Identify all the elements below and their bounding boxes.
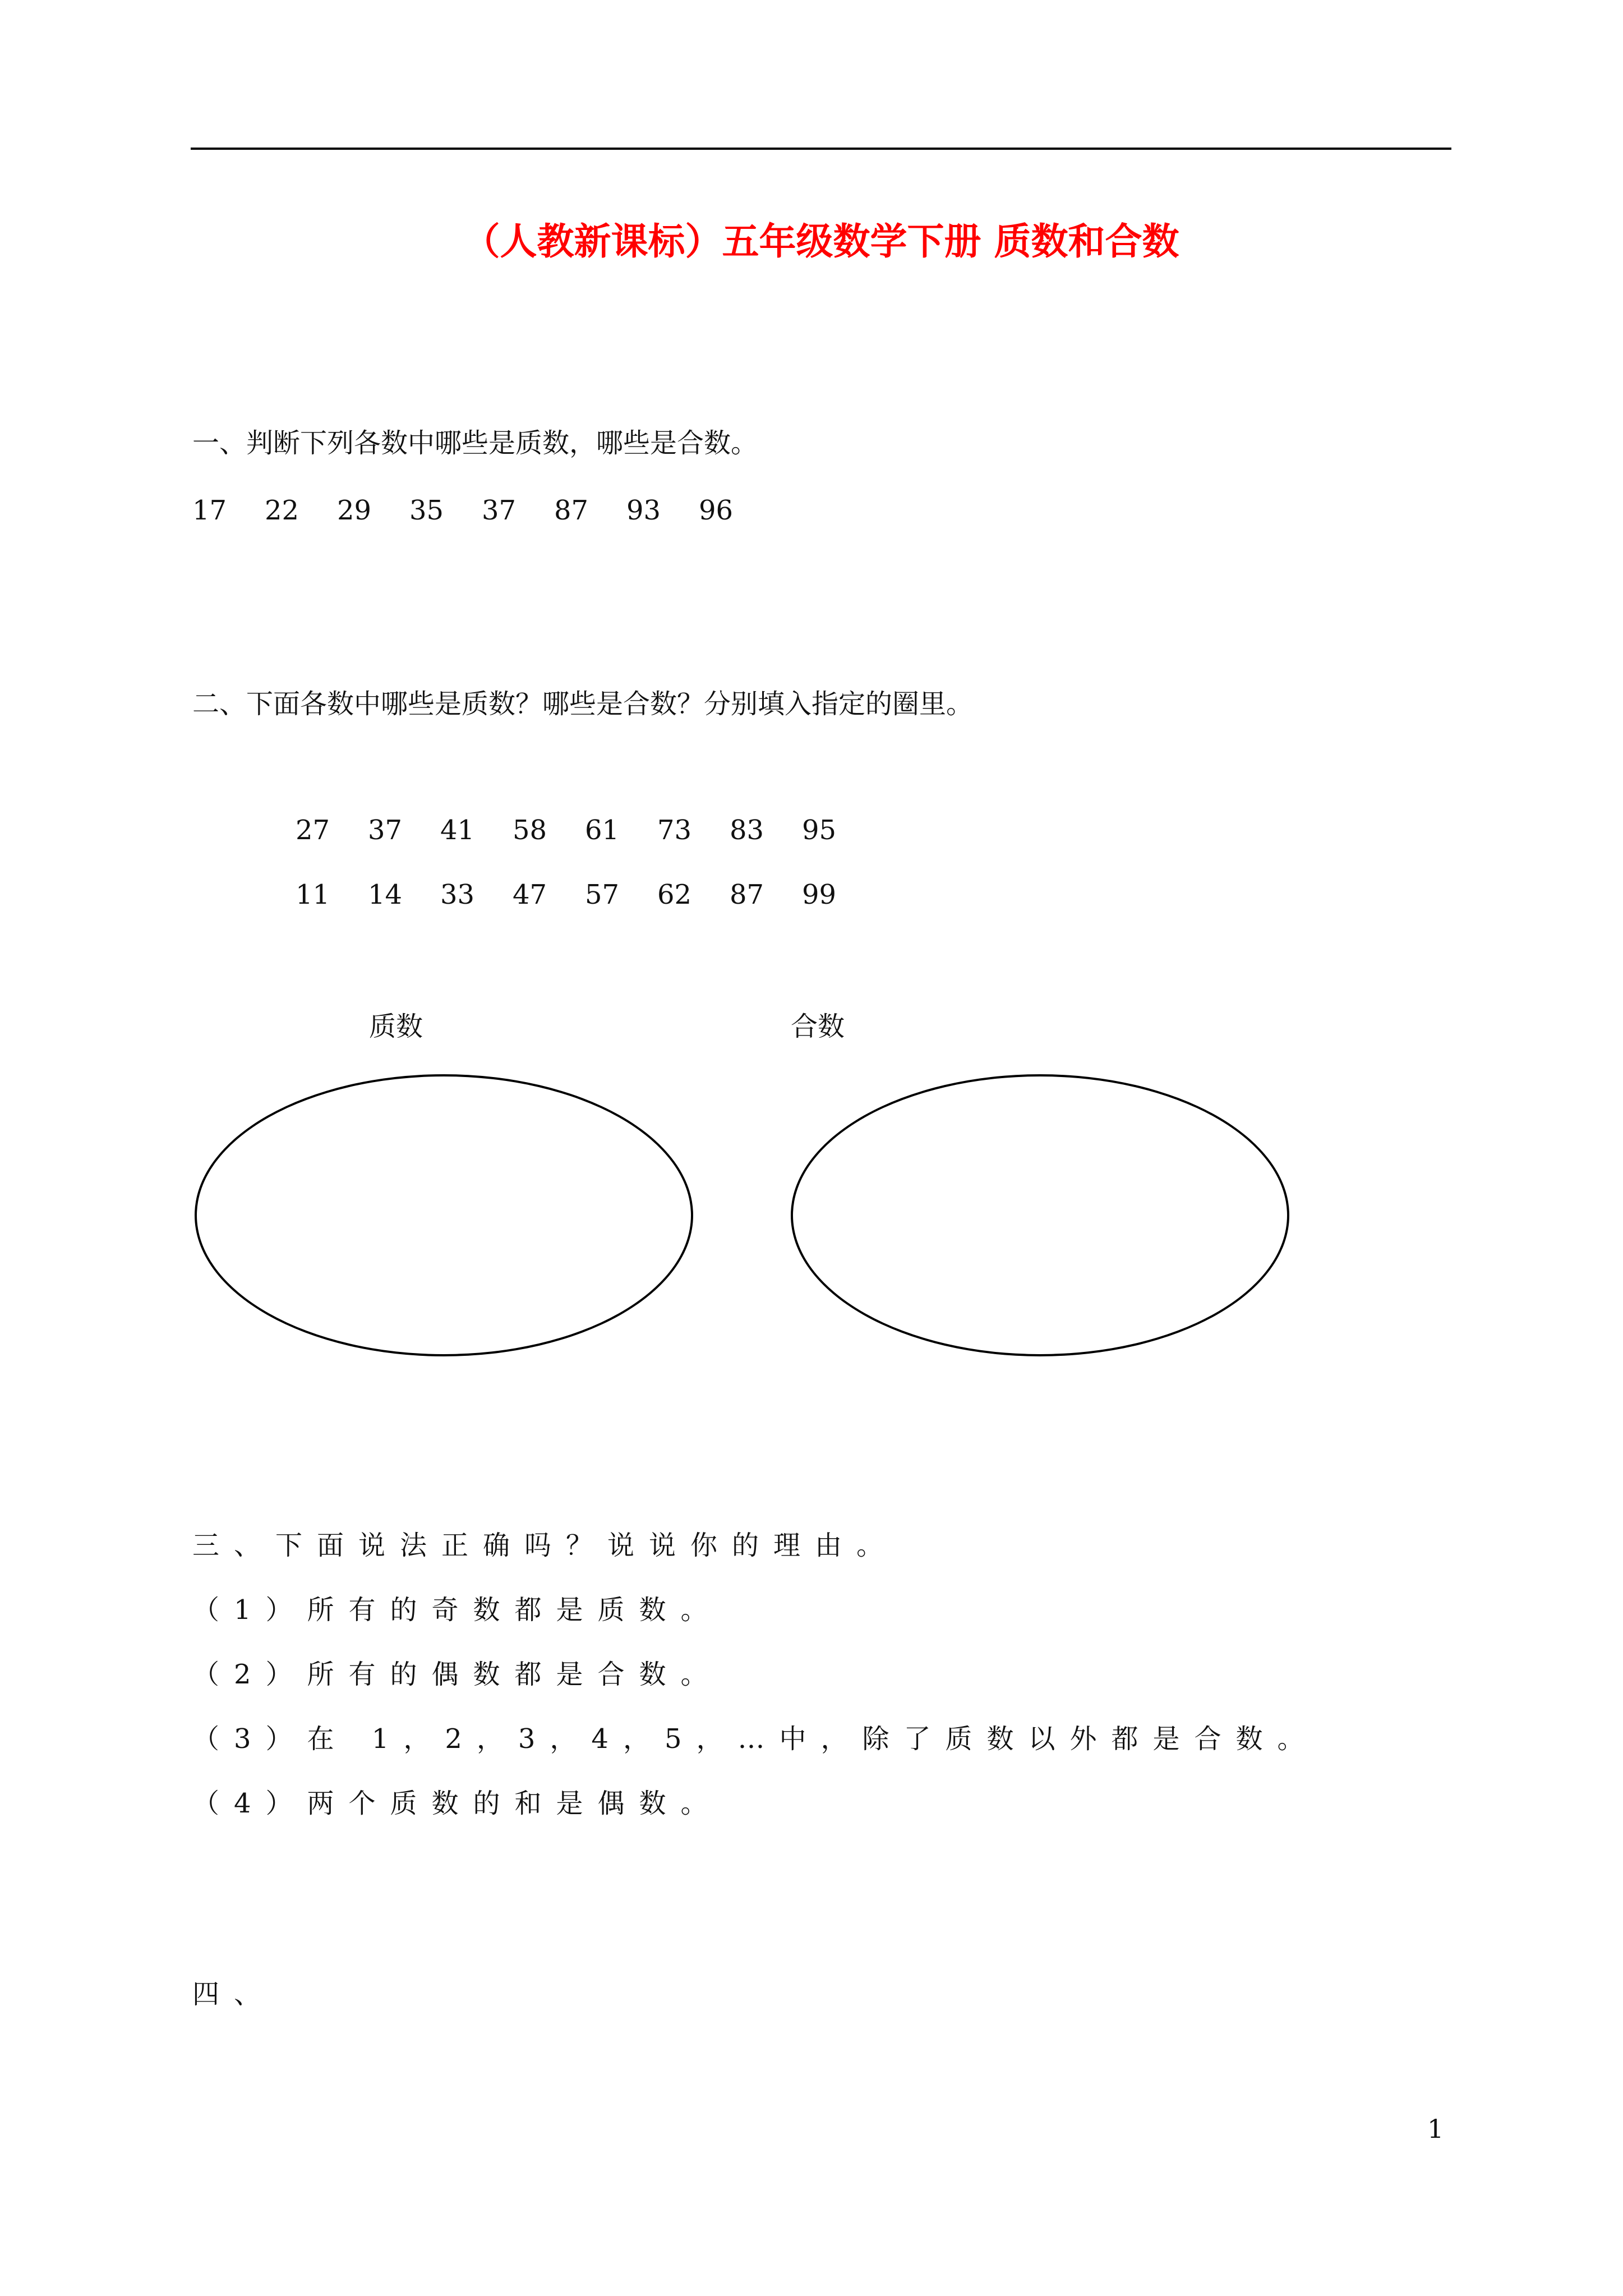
number-item: 73 — [657, 815, 692, 846]
composite-circle-label: 合数 — [791, 1011, 845, 1042]
number-item: 93 — [626, 495, 661, 526]
number-item: 57 — [585, 879, 620, 910]
number-item: 95 — [802, 815, 837, 846]
section2-numbers-row2 — [296, 875, 874, 914]
section3-heading: 三、下面说法正确吗？说说你的理由。 — [192, 1530, 898, 1561]
number-item: 62 — [657, 879, 692, 910]
section1-heading: 一、判断下列各数中哪些是质数，哪些是合数。 — [192, 427, 758, 459]
number-item: 27 — [296, 815, 330, 846]
number-item: 83 — [730, 815, 764, 846]
number-item: 14 — [368, 879, 403, 910]
section4-heading: 四、 — [192, 1978, 276, 2010]
number-item: 41 — [440, 815, 475, 846]
number-item: 11 — [296, 879, 330, 910]
number-item: 99 — [802, 879, 837, 910]
page-title: （人教新课标）五年级数学下册 质数和合数 — [463, 219, 1179, 263]
header-rule — [191, 148, 1451, 150]
prime-answer-ellipse[interactable] — [195, 1074, 693, 1356]
section2-heading: 二、下面各数中哪些是质数？哪些是合数？分别填入指定的圈里。 — [192, 688, 974, 720]
number-item: 37 — [482, 495, 517, 526]
section3-item-4: （4）两个质数的和是偶数。 — [192, 1788, 722, 1819]
number-item: 87 — [554, 495, 589, 526]
number-item: 58 — [513, 815, 547, 846]
prime-circle-label: 质数 — [369, 1011, 423, 1042]
number-item: 47 — [513, 879, 547, 910]
number-item: 17 — [192, 495, 227, 526]
number-item: 61 — [585, 815, 620, 846]
section3-item-3: （3）在 1，2，3，4，5，…中，除了质数以外都是合数。 — [192, 1723, 1319, 1755]
number-item: 37 — [368, 815, 403, 846]
section3-item-1: （1）所有的奇数都是质数。 — [192, 1594, 722, 1626]
number-item: 33 — [440, 879, 475, 910]
number-item: 22 — [265, 495, 299, 526]
section1-numbers — [192, 491, 771, 530]
page-number: 1 — [1427, 2114, 1444, 2144]
section2-numbers-row1 — [296, 811, 874, 850]
number-item: 35 — [409, 495, 444, 526]
number-item: 96 — [699, 495, 734, 526]
composite-answer-ellipse[interactable] — [791, 1074, 1289, 1356]
number-item: 29 — [337, 495, 372, 526]
number-item: 87 — [730, 879, 764, 910]
section3-item-2: （2）所有的偶数都是合数。 — [192, 1659, 722, 1690]
